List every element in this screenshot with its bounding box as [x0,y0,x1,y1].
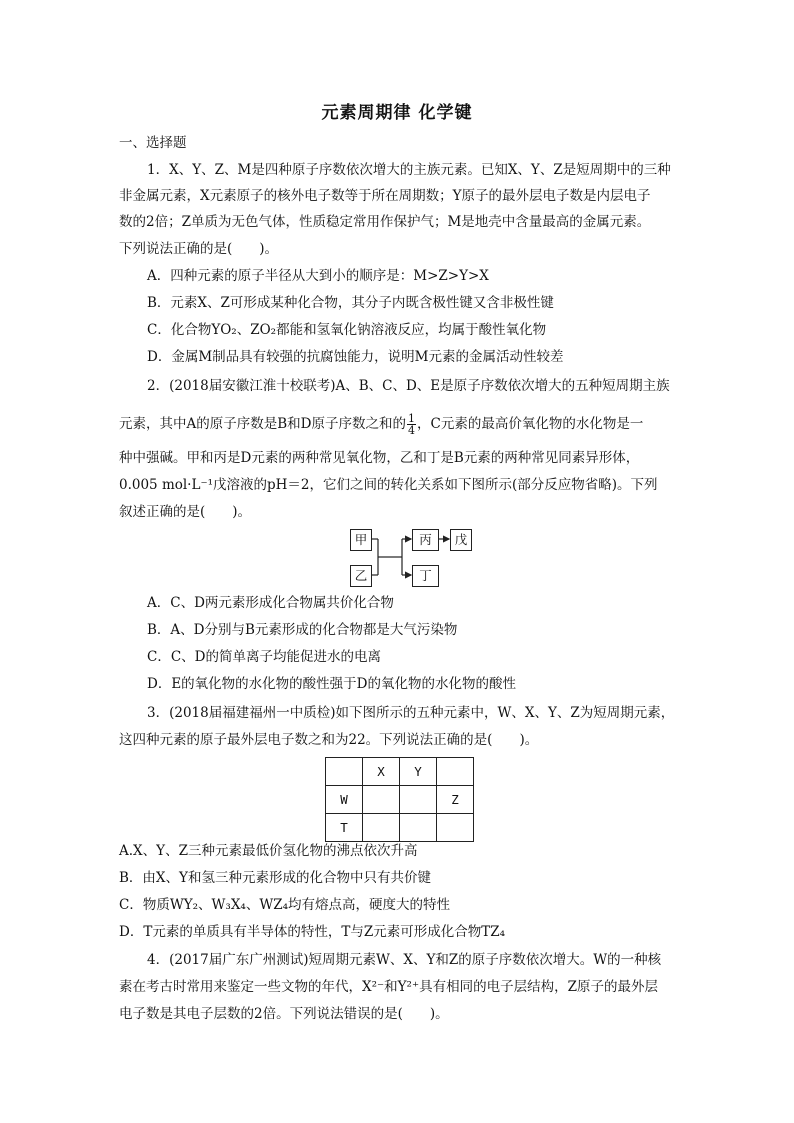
q1-option-a: A．四种元素的原子半径从大到小的顺序是：M>Z>Y>X [147,268,489,284]
node-jia: 甲 [350,529,372,551]
q1-stem-line: 非金属元素，X元素原子的核外电子数等于所在周期数；Y原子的最外层电子数是内层电子 [119,188,651,204]
q3-stem-line: 这四种元素的原子最外层电子数之和为22。下列说法正确的是( )。 [119,732,539,748]
q3-option-d: D．T元素的单质具有半导体的特性，T与Z元素可形成化合物TZ₄ [119,924,506,940]
q2-stem-line-with-fraction [119,413,643,436]
q2-stem-line: 叙述正确的是( )。 [119,504,252,520]
table-cell [437,758,474,786]
node-bing: 丙 [412,529,439,551]
q3-option-b: B．由X、Y和氢三种元素形成的化合物中只有共价键 [119,870,431,886]
fraction-denominator: 4 [408,424,415,437]
table-cell: T [326,814,363,842]
table-cell: Z [437,786,474,814]
q3-option-a: A.X、Y、Z三种元素最低价氢化物的沸点依次升高 [119,843,418,859]
table-cell [363,814,400,842]
q1-stem-line: 1．X、Y、Z、M是四种原子序数依次增大的主族元素。已知X、Y、Z是短周期中的三种 [147,162,671,178]
fraction-numerator: 1 [408,412,415,425]
table-row [326,814,474,842]
q2-stem-line: 种中强碱。甲和丙是D元素的两种常见氧化物，乙和丁是B元素的两种常见同素异形体， [119,450,640,466]
q1-option-d: D．金属M制品具有较强的抗腐蚀能力，说明M元素的金属活动性较差 [147,349,564,365]
table-cell [400,814,437,842]
q2-option-d: D．E的氧化物的水化物的酸性强于D的氧化物的水化物的酸性 [147,676,517,692]
q2-option-c: C．C、D的简单离子均能促进水的电离 [147,649,381,665]
table-cell [400,786,437,814]
q1-option-c: C．化合物YO₂、ZO₂都能和氢氧化钠溶液反应，均属于酸性氧化物 [147,322,547,338]
q4-stem-line: 电子数是其电子层数的2倍。下列说法错误的是( )。 [119,1006,449,1022]
q2-stem-text: ，C元素的最高价氧化物的水化物是一 [417,416,644,432]
q2-stem-line: 0.005 mol·L⁻¹戊溶液的pH＝2，它们之间的转化关系如下图所示(部分反应物省略)。下列 [119,477,658,493]
section-heading: 一、选择题 [119,135,187,151]
node-ding: 丁 [412,565,439,587]
q2-option-a: A．C、D两元素形成化合物属共价化合物 [147,595,394,611]
q1-option-b: B．元素X、Z可形成某种化合物，其分子内既含极性键又含非极性键 [147,295,554,311]
table-cell: X [363,758,400,786]
table-cell [363,786,400,814]
q4-stem-line: 素在考古时常用来鉴定一些文物的年代，X²⁻和Y²⁺具有相同的电子层结构，Z原子的最外层 [119,979,658,995]
q2-option-b: B．A、D分别与B元素形成的化合物都是大气污染物 [147,622,458,638]
q3-option-c: C．物质WY₂、W₃X₄、WZ₄均有熔点高，硬度大的特性 [119,897,451,913]
table-cell [437,814,474,842]
table-cell: W [326,786,363,814]
table-row [326,786,474,814]
q3-stem-line: 3．(2018届福建福州一中质检)如下图所示的五种元素中，W、X、Y、Z为短周期元素， [147,705,675,721]
page-title: 元素周期律 化学键 [321,103,473,123]
q2-stem-line: 2．(2018届安徽江淮十校联考)A、B、C、D、E是原子序数依次增大的五种短周期主族 [147,378,670,394]
periodic-table-fragment [325,757,474,842]
table-row [326,758,474,786]
q1-stem-line: 数的2倍；Z单质为无色气体，性质稳定常用作保护气；M是地壳中含量最高的金属元素。 [119,214,651,230]
fraction [407,413,416,436]
node-wu: 戊 [450,529,472,551]
table-cell [326,758,363,786]
q2-stem-text: 元素，其中A的原子序数是B和D原子序数之和的 [119,416,406,432]
q1-stem-line: 下列说法正确的是( )。 [119,241,279,257]
table-cell: Y [400,758,437,786]
node-yi: 乙 [350,565,372,587]
q4-stem-line: 4．(2017届广东广州测试)短周期元素W、X、Y和Z的原子序数依次增大。W的一种核 [147,952,662,968]
